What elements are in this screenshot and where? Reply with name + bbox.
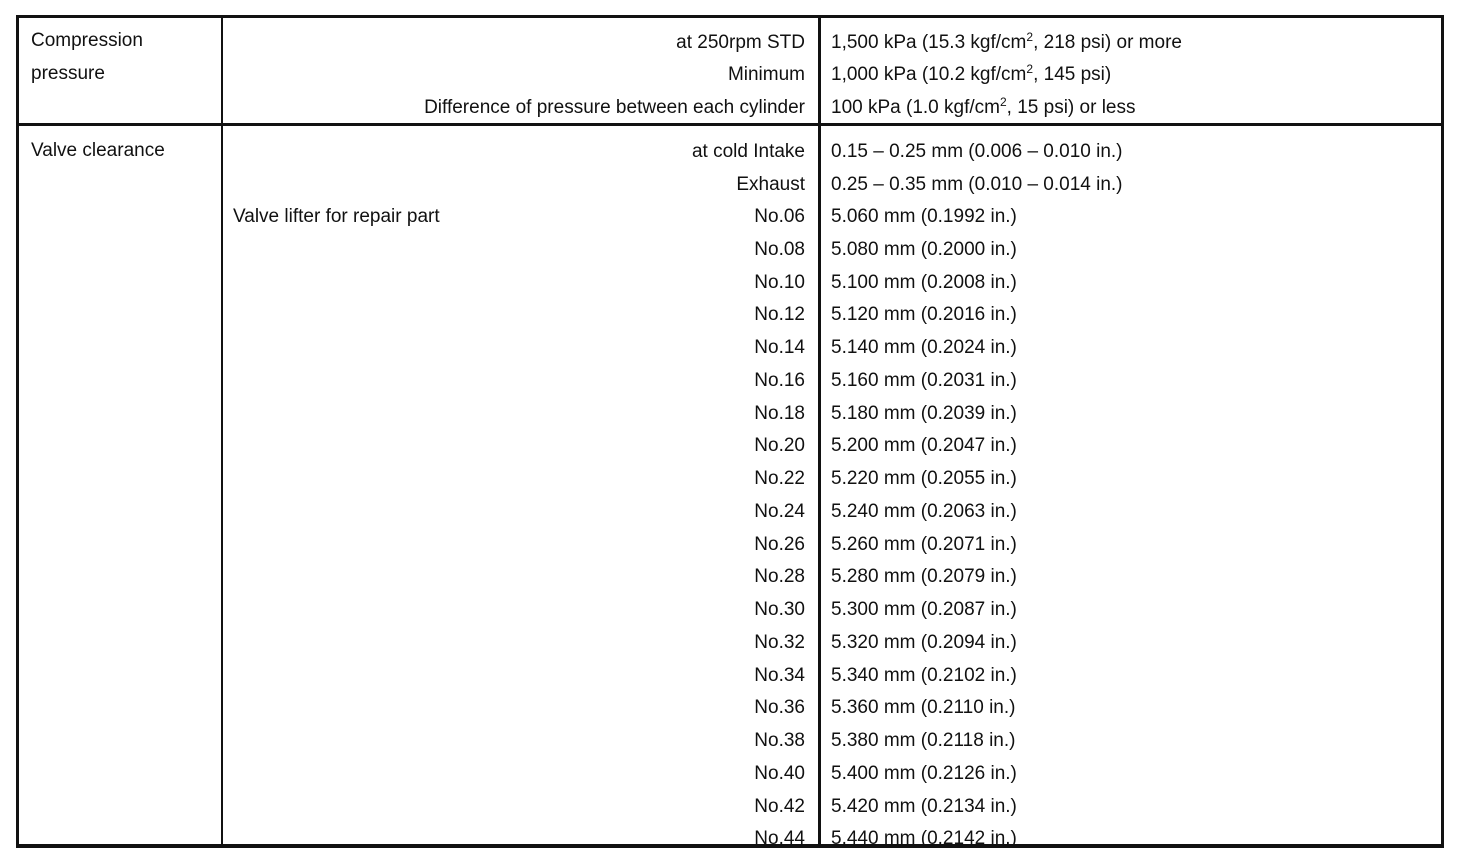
- lifter-value: 5.440 mm (0.2142 in.): [831, 828, 1017, 849]
- lifter-value: 5.240 mm (0.2063 in.): [831, 501, 1017, 522]
- lifter-number: No.38: [754, 730, 805, 751]
- compression-label: Minimum: [727, 64, 805, 85]
- valve-category: Valve clearance: [31, 140, 165, 161]
- compression-value: 1,500 kPa (15.3 kgf/$cm^2$, 218 psi) or more: [831, 30, 1182, 53]
- column-divider-2: [818, 18, 821, 844]
- exhaust-label: Exhaust: [736, 174, 805, 195]
- lifter-value: 5.200 mm (0.2047 in.): [831, 435, 1017, 456]
- lifter-number: No.32: [754, 632, 805, 653]
- lifter-number: No.14: [754, 337, 805, 358]
- lifter-number: No.44: [754, 828, 805, 849]
- compression-category: Compression pressure: [31, 30, 143, 84]
- lifter-label: Valve lifter for repair part: [233, 206, 440, 227]
- lifter-number: No.34: [754, 665, 805, 686]
- column-divider-1: [221, 18, 223, 844]
- lifter-value: 5.120 mm (0.2016 in.): [831, 304, 1017, 325]
- lifter-value: 5.180 mm (0.2039 in.): [831, 403, 1017, 424]
- lifter-value: 5.340 mm (0.2102 in.): [831, 665, 1017, 686]
- lifter-value: 5.140 mm (0.2024 in.): [831, 337, 1017, 358]
- lifter-value: 5.060 mm (0.1992 in.): [831, 206, 1017, 227]
- lifter-value: 5.380 mm (0.2118 in.): [831, 730, 1016, 751]
- lifter-value: 5.260 mm (0.2071 in.): [831, 534, 1017, 555]
- lifter-number: No.08: [754, 239, 805, 260]
- section-divider: [19, 123, 1441, 126]
- lifter-value: 5.160 mm (0.2031 in.): [831, 370, 1017, 391]
- intake-value: 0.15 – 0.25 mm (0.006 – 0.010 in.): [831, 141, 1123, 162]
- lifter-value: 5.080 mm (0.2000 in.): [831, 239, 1017, 260]
- lifter-number: No.36: [754, 697, 805, 718]
- lifter-value: 5.220 mm (0.2055 in.): [831, 468, 1017, 489]
- lifter-number: No.12: [754, 304, 805, 325]
- lifter-number: No.22: [754, 468, 805, 489]
- lifter-number: No.42: [754, 796, 805, 817]
- lifter-value: 5.420 mm (0.2134 in.): [831, 796, 1017, 817]
- lifter-number: No.10: [754, 272, 805, 293]
- compression-label: Difference of pressure between each cylinder: [424, 97, 805, 118]
- exhaust-value: 0.25 – 0.35 mm (0.010 – 0.014 in.): [831, 174, 1123, 195]
- intake-label: at cold Intake: [691, 141, 805, 162]
- lifter-number: No.18: [754, 403, 805, 424]
- lifter-number: No.26: [754, 534, 805, 555]
- lifter-number: No.24: [754, 501, 805, 522]
- lifter-number: No.20: [754, 435, 805, 456]
- lifter-value: 5.320 mm (0.2094 in.): [831, 632, 1017, 653]
- lifter-number: No.16: [754, 370, 805, 391]
- compression-value: 1,000 kPa (10.2 kgf/$cm^2$, 145 psi): [831, 62, 1112, 85]
- lifter-value: 5.360 mm (0.2110 in.): [831, 697, 1016, 718]
- lifter-number: No.06: [754, 206, 805, 227]
- lifter-number: No.30: [754, 599, 805, 620]
- compression-value: 100 kPa (1.0 kgf/$cm^2$, 15 psi) or less: [831, 95, 1136, 118]
- lifter-number: No.40: [754, 763, 805, 784]
- lifter-number: No.28: [754, 566, 805, 587]
- compression-label: at 250rpm STD: [676, 32, 805, 53]
- spec-table: [16, 15, 1444, 848]
- lifter-value: 5.100 mm (0.2008 in.): [831, 272, 1017, 293]
- lifter-value: 5.400 mm (0.2126 in.): [831, 763, 1017, 784]
- lifter-value: 5.280 mm (0.2079 in.): [831, 566, 1017, 587]
- lifter-value: 5.300 mm (0.2087 in.): [831, 599, 1017, 620]
